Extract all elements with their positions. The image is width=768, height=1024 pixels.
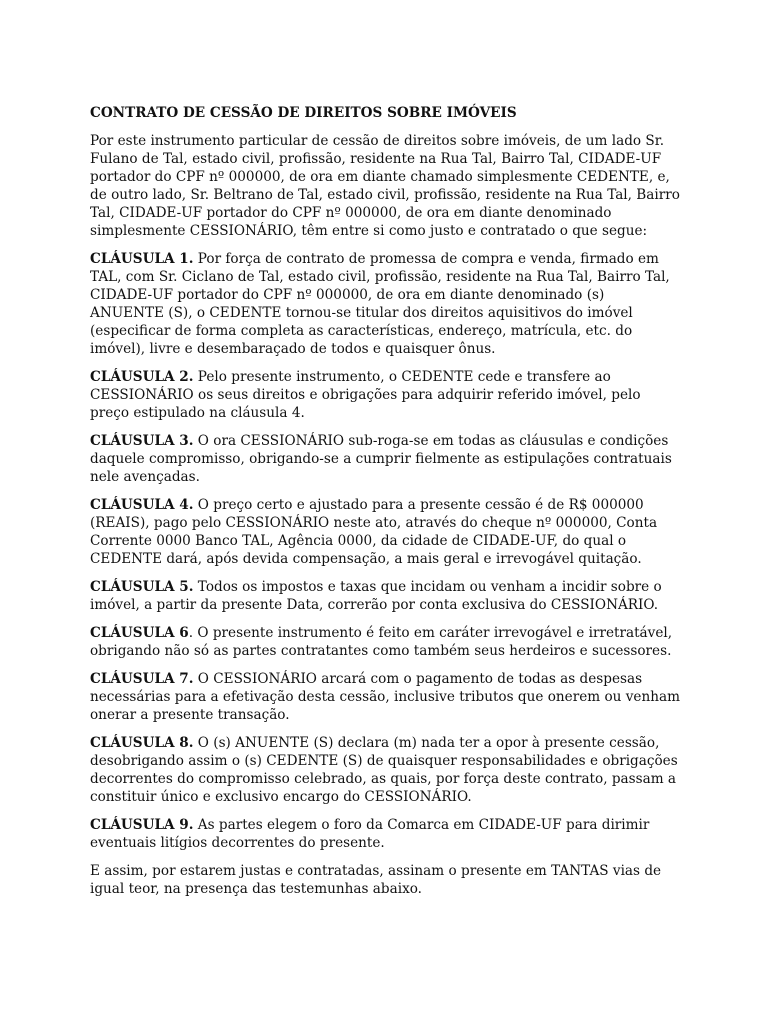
intro-paragraph: Por este instrumento particular de cessão de direitos sobre imóveis, de um lado Sr. Fulano de Tal, estado civil, profissão, residente na Rua Tal, Bairro Tal, CIDADE-UF portador do CPF nº 000000, de ora em diante chamado simplesmente CEDENTE, e, de outro lado, Sr. Beltrano de Tal, estado civil, profissão, residente na Rua Tal, Bairro Tal, CIDADE-UF portador do CPF nº 000000, de ora em diante denominado simplesmente CESSIONÁRIO, têm entre si como justo e contratado o que segue: [90, 133, 680, 239]
clause-6 [90, 624, 682, 660]
clause-3-text: O ora CESSIONÁRIO sub-roga-se em todas as cláusulas e condições daquele compromisso, obrigando-se a cumprir fielmente as estipulações contratuais nele avençadas. [90, 433, 672, 485]
clause-7-label: CLÁUSULA 7. [90, 671, 194, 687]
clause-5-text: Todos os impostos e taxas que incidam ou venham a incidir sobre o imóvel, a partir da presente Data, correrão por conta exclusiva do CESSIONÁRIO. [90, 579, 662, 613]
clause-1-text: Por força de contrato de promessa de compra e venda, firmado em TAL, com Sr. Ciclano de Tal, estado civil, profissão, residente na Rua Tal, Bairro Tal, CIDADE-UF portador do CPF nº 000000, de ora em diante denominado (s) ANUENTE (S), o CEDENTE tornou-se titular dos direitos aquisitivos do imóvel (especificar de forma completa as características, endereço, matrícula, etc. do imóvel), livre e desembaraçado de todos e quaisquer ônus. [90, 251, 670, 357]
document-page [90, 104, 682, 908]
clause-9-label: CLÁUSULA 9. [90, 817, 194, 833]
clause-4 [90, 496, 682, 568]
clause-2-text: Pelo presente instrumento, o CEDENTE cede e transfere ao CESSIONÁRIO os seus direitos e obrigações para adquirir referido imóvel, pelo preço estipulado na cláusula 4. [90, 369, 641, 421]
clause-1-label: CLÁUSULA 1. [90, 251, 194, 267]
clause-2-label: CLÁUSULA 2. [90, 369, 194, 385]
document-title: CONTRATO DE CESSÃO DE DIREITOS SOBRE IMÓVEIS [90, 105, 517, 121]
clause-4-label: CLÁUSULA 4. [90, 497, 194, 513]
clause-8 [90, 734, 682, 806]
clause-7-text: O CESSIONÁRIO arcará com o pagamento de todas as despesas necessárias para a efetivação desta cessão, inclusive tributos que onerem ou venham onerar a presente transação. [90, 671, 680, 723]
clause-3 [90, 432, 682, 486]
clause-1 [90, 250, 682, 358]
clause-2 [90, 368, 682, 422]
clause-9-text: As partes elegem o foro da Comarca em CIDADE-UF para dirimir eventuais litígios decorrentes do presente. [90, 817, 650, 851]
clause-5-label: CLÁUSULA 5. [90, 579, 194, 595]
clause-8-text: O (s) ANUENTE (S) declara (m) nada ter a opor à presente cessão, desobrigando assim o (s) CEDENTE (S) de quaisquer responsabilidades e obrigações decorrentes do compromisso celebrado, as quais, por força deste contrato, passam a constituir único e exclusivo encargo do CESSIONÁRIO. [90, 735, 678, 805]
clause-4-text: O preço certo e ajustado para a presente cessão é de R$ 000000 (REAIS), pago pelo CESSIONÁRIO neste ato, através do cheque nº 000000, Conta Corrente 0000 Banco TAL, Agência 0000, da cidade de CIDADE-UF, do qual o CEDENTE dará, após devida compensação, a mais geral e irrevogável quitação. [90, 497, 658, 567]
clause-6-label: CLÁUSULA 6 [90, 625, 189, 641]
clause-6-text: . O presente instrumento é feito em caráter irrevogável e irretratável, obrigando não só as partes contratantes como também seus herdeiros e sucessores. [90, 625, 673, 659]
clause-3-label: CLÁUSULA 3. [90, 433, 194, 449]
clause-5 [90, 578, 682, 614]
clause-8-label: CLÁUSULA 8. [90, 735, 194, 751]
clause-9 [90, 816, 682, 852]
clause-7 [90, 670, 682, 724]
closing-paragraph: E assim, por estarem justas e contratadas, assinam o presente em TANTAS vias de igual teor, na presença das testemunhas abaixo. [90, 863, 662, 897]
